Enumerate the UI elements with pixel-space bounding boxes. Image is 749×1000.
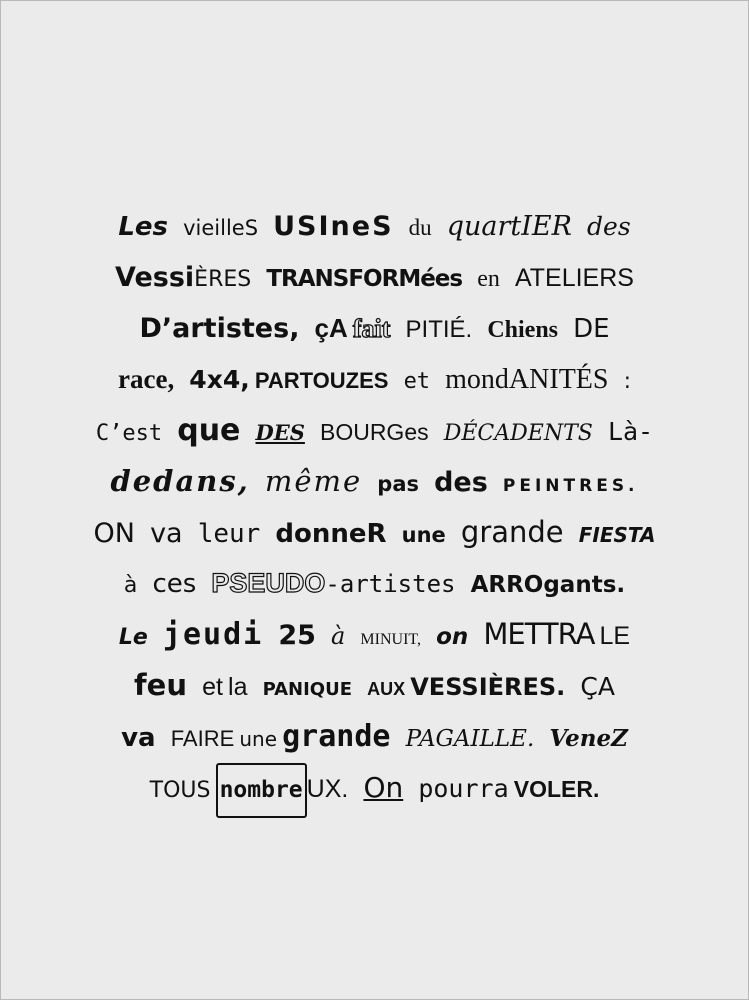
poem-word: grande: [282, 719, 391, 754]
poem-word: PITIÉ.: [405, 316, 473, 343]
poem-line-4: [1, 354, 748, 405]
poem-word: PANIQUE: [262, 679, 353, 700]
poem-word: VeneZ: [549, 725, 628, 752]
poem-word: VOLER.: [513, 776, 600, 802]
poem-word: DES: [255, 420, 305, 445]
poem-word: et: [202, 673, 223, 701]
poem-word: DÉCADENTS: [443, 421, 593, 446]
poem-word: et: [403, 369, 431, 394]
poem-word: ÇA: [580, 672, 615, 701]
poem-word: USIneS: [273, 211, 394, 242]
poem-line-5: [1, 405, 748, 456]
poem-word: LE: [599, 622, 631, 650]
poem-word: AUX: [367, 679, 406, 699]
poem-line-3: [1, 303, 748, 354]
poem-line-12: [1, 762, 748, 813]
poem-word: une: [401, 523, 446, 547]
poem-word: METTRA: [483, 617, 595, 651]
poem-word: Le: [118, 625, 148, 650]
poem-word: donneR: [275, 519, 387, 549]
poem-word: race,: [118, 364, 175, 394]
poem-word: Les: [118, 212, 168, 242]
poem-word: çA: [314, 313, 348, 343]
poem-word: pas: [377, 472, 419, 496]
poem-word: des: [434, 467, 488, 498]
poem-word: BOURGes: [319, 419, 429, 445]
poem-word: en: [477, 266, 500, 292]
poem-word: DE: [573, 314, 610, 344]
poem-word: 4x4,: [189, 365, 250, 394]
poem-word: même: [264, 464, 363, 498]
poem-word: C’est: [95, 421, 163, 446]
poem-word: va: [121, 723, 156, 753]
ransom-poem: [1, 201, 748, 813]
poem-word: dedans,: [110, 464, 250, 498]
poem-word: du: [408, 215, 432, 240]
poem-line-6: [1, 456, 748, 507]
poem-word: :: [623, 369, 631, 394]
poem-word: -artistes: [325, 570, 456, 598]
poem-word: on: [436, 624, 469, 650]
poem-word: la: [228, 673, 248, 701]
poem-word: VESSIÈRES.: [410, 673, 566, 701]
poem-line-11: [1, 711, 748, 762]
poem-word: à: [123, 573, 138, 598]
poem-line-1: [1, 201, 748, 252]
poem-word: pourra: [418, 774, 509, 803]
poem-word: PEINTRES.: [502, 476, 639, 496]
poem-word: feu: [134, 668, 187, 702]
poem-word: vieilleS: [183, 216, 259, 240]
poem-word: nombre: [216, 763, 307, 818]
poem-word: MINUIT,: [360, 631, 421, 648]
poem-word: PSEUDO: [211, 568, 326, 598]
poem-word: FIESTA: [578, 523, 656, 547]
poem-line-10: [1, 660, 748, 711]
poem-word: que: [177, 413, 241, 448]
poem-word: PARTOUZES: [254, 368, 389, 393]
poem-word: fait: [352, 314, 391, 343]
poem-word: UX.: [306, 775, 349, 803]
poem-word: une: [239, 727, 278, 751]
poem-word: On: [363, 771, 404, 804]
poem-word: D’ar: [139, 313, 204, 344]
poem-word: mondANITÉS: [445, 364, 609, 395]
poem-word: TRANSFORMées: [266, 266, 463, 292]
poem-word: tistes,: [203, 313, 300, 344]
poem-line-9: [1, 609, 748, 660]
poem-word: des: [587, 212, 631, 241]
poem-word: jeudi: [162, 617, 264, 652]
poem-word: à: [331, 622, 346, 650]
poem-word: va: [150, 518, 183, 549]
poem-word: 25: [278, 620, 316, 651]
poem-word: TOUS: [149, 778, 211, 803]
poem-line-7: [1, 507, 748, 558]
poem-word: ON: [93, 518, 135, 549]
poem-word: Là-: [607, 417, 654, 446]
poem-word: Chiens: [487, 317, 558, 343]
poem-line-2: [1, 252, 748, 303]
poem-word: ATELIERS: [514, 264, 634, 292]
poem-word: ÈRES: [194, 267, 252, 292]
poem-word: FAIRE: [170, 726, 235, 751]
poem-word: quartIER: [446, 211, 572, 242]
poem-word: ces: [152, 569, 197, 599]
poem-line-8: [1, 558, 748, 609]
poem-word: leur: [197, 519, 261, 549]
poem-word: grande: [460, 515, 564, 549]
poem-word: PAGAILLE.: [405, 726, 535, 752]
poem-word: Vessi: [115, 262, 195, 293]
poem-word: ARROgants.: [470, 572, 626, 598]
